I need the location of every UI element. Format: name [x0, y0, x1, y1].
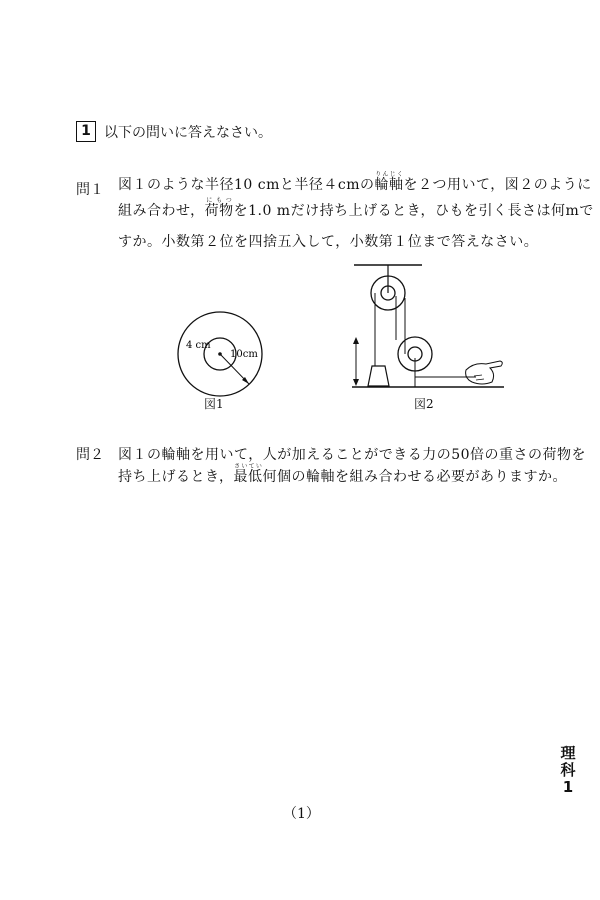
q2-line-2-text-b: 何個の輪軸を組み合わせる必要がありますか。 [262, 469, 567, 485]
q1-line-2-text-a: 組み合わせ， [118, 203, 205, 219]
figure-2-caption: 図2 [414, 397, 434, 411]
q1-ruby-word-1: 輪軸りんじく [374, 171, 404, 193]
q1-line-1 [118, 171, 592, 194]
q1-line-3: すか。小数第２位を四捨五入して，小数第１位まで答えなさい。 [118, 234, 539, 250]
q2-line-1: 図１の輪軸を用いて，人が加えることができる力の50倍の重さの荷物を [118, 447, 587, 463]
section-header: 以下の問いに答えなさい。 [104, 125, 272, 141]
q2-label: 問２ [76, 447, 104, 463]
q1-label: 問１ [76, 182, 104, 198]
q2-ruby-word: 最低さいてい [233, 463, 263, 485]
figure-1-wheel-and-axle [170, 308, 300, 418]
fig1-inner-radius-label: 4 cm [186, 340, 211, 351]
q1-line-2-text-b: を1.0 mだけ持ち上げるとき，ひもを引く長さは何mで [233, 203, 594, 219]
q2-line-2 [118, 463, 567, 486]
q1-line-1-text-a: 図１のような半径10 cmと半径４cmの [118, 177, 375, 193]
side-label-char-1: 理 [560, 744, 576, 762]
fig1-outer-radius-label: 10cm [230, 349, 258, 360]
side-label-char-3: 1 [562, 778, 574, 796]
q2-line-2-text-a: 持ち上げるとき， [118, 469, 234, 485]
q1-line-1-text-b: を２つ用いて，図２のように [403, 177, 592, 193]
hand-icon [466, 361, 503, 384]
figure-1-caption: 図1 [204, 397, 224, 411]
question-number-box: 1 [76, 121, 96, 142]
side-label-char-2: 科 [560, 761, 576, 779]
q1-line-2 [118, 197, 594, 220]
subject-side-label [560, 745, 576, 796]
page-number: （1） [283, 806, 320, 822]
q1-ruby-word-2: 荷物にもつ [204, 197, 234, 219]
figure-2-pulley-system [348, 258, 508, 393]
